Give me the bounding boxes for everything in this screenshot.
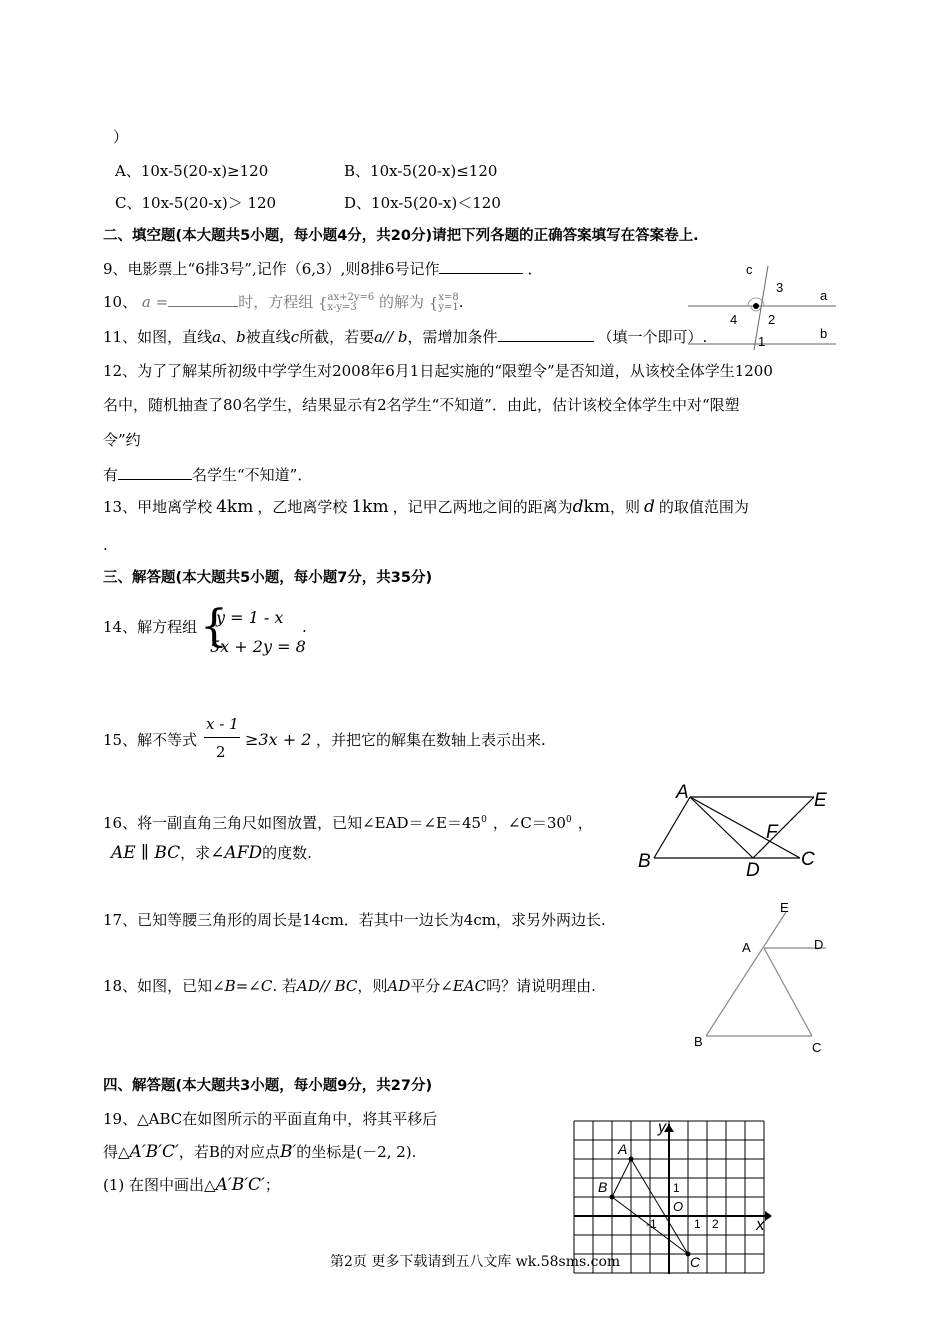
q19-line3-a: (1) 在图中画出△ <box>103 1176 216 1194</box>
q19-line2-c: 的坐标是(－2, 2). <box>296 1143 417 1161</box>
q8-option-b: B、10x-5(20-x)≤120 <box>344 162 498 180</box>
q16-parallel: AE ∥ BC <box>111 843 181 863</box>
q11-text-d: ，需增加条件 <box>407 328 498 346</box>
q16-text-c: ， <box>577 814 593 832</box>
segment-ac <box>764 948 812 1036</box>
q19-line3 <box>103 1175 280 1195</box>
q11-text-c: 所截，若要 <box>299 328 375 346</box>
q18-text-c: . 若 <box>272 977 297 995</box>
segment-be <box>706 912 786 1036</box>
q19-line2-a: 得△ <box>103 1143 130 1161</box>
q10-answer-blank[interactable] <box>168 292 238 307</box>
q13-var-d2: d <box>643 497 655 517</box>
intersection-point <box>753 303 759 309</box>
question-11 <box>103 327 707 347</box>
label-B: B <box>638 851 651 872</box>
label-c: c <box>746 262 753 277</box>
label-E: E <box>780 900 789 915</box>
tick-x-neg1: -1 <box>646 1217 657 1231</box>
segment-ad <box>690 797 753 858</box>
q11-text-a: 11、如图，直线 <box>103 328 213 346</box>
q16-degree-2: 0 <box>565 815 572 825</box>
q14-text: 14、解方程组 <box>103 618 198 636</box>
q10-brace: { <box>317 294 328 312</box>
label-b: b <box>820 326 828 341</box>
section3-heading: 三、解答题(本大题共5小题，每小题7分，共35分) <box>103 570 433 586</box>
q10-sol-y: y=1 <box>438 302 459 313</box>
q9-answer-blank[interactable] <box>439 259 523 274</box>
q12-answer-blank[interactable] <box>118 465 192 480</box>
q11-sep: 、 <box>221 328 237 346</box>
q9-text: 9、电影票上“6排3号”,记作（6,3）,则8排6号记作 <box>103 260 440 278</box>
q10-solution-label: 的解为 <box>379 293 425 311</box>
q16-angle: ∠AFD <box>210 843 263 863</box>
question-18 <box>103 976 596 996</box>
label-A: A <box>618 1141 628 1157</box>
label-a: a <box>820 288 828 303</box>
q19-triangle-prime-2: A′B′C′ <box>215 1175 265 1195</box>
q18-angle-c: C <box>260 977 273 995</box>
label-C: C <box>801 849 815 870</box>
q18-text-e: 平分∠ <box>410 977 453 995</box>
q13-end-dot: . <box>103 536 108 554</box>
q19-b-prime: B′ <box>279 1142 297 1162</box>
q16-degree-1: 0 <box>481 815 487 825</box>
q11-var-b: b <box>236 328 246 346</box>
q18-text-a: 18、如图，已知∠ <box>103 977 225 995</box>
q11-text-e: （填一个即可）. <box>597 328 708 346</box>
q10-when: 时，方程组 <box>238 293 314 311</box>
q16-text-b: ，∠C＝30 <box>492 814 566 832</box>
q15-denominator: 2 <box>216 743 226 761</box>
q10-sys-eq1: ax+2y=6 <box>327 292 375 303</box>
q18-angle-b: B <box>224 977 236 995</box>
q13-var-d: d <box>572 497 584 517</box>
q16-line2 <box>111 843 312 863</box>
label-B: B <box>598 1179 608 1195</box>
q19-line2-b: ，若B的对应点 <box>178 1143 280 1161</box>
figure-q11-lines <box>688 258 844 354</box>
label-origin: O <box>673 1199 684 1214</box>
q15-numerator: x - 1 <box>206 715 239 733</box>
q12-line1: 12、为了了解某所初级中学学生对2008年6月1日起实施的“限塑令”是否知道，从该校全体学生1200 <box>103 362 773 380</box>
tick-y-1: 1 <box>673 1181 680 1195</box>
q16-text-end: 的度数. <box>262 844 312 862</box>
q8-option-a: A、10x-5(20-x)≥120 <box>115 162 269 180</box>
q13-km: km <box>583 497 610 517</box>
q11-answer-blank[interactable] <box>498 327 594 342</box>
figure-q16-triangles <box>636 780 846 880</box>
q9-end: ． <box>527 260 543 278</box>
q13-text-d: ，则 <box>609 498 640 516</box>
q8-tail: ） <box>113 128 129 146</box>
q18-text-f: 吗？请说明理由. <box>486 977 596 995</box>
label-1: 1 <box>758 334 766 349</box>
q15-fraction-bar <box>204 737 240 738</box>
q11-text-b: 被直线 <box>245 328 291 346</box>
q12-line3: 令”约 <box>103 431 141 449</box>
q18-text-d: ，则 <box>357 977 388 995</box>
q11-parallel: a// b <box>374 328 408 346</box>
q10-prefix: 10、 <box>103 293 138 311</box>
q19-triangle-prime: A′B′C′ <box>129 1142 179 1162</box>
label-C: C <box>812 1040 822 1055</box>
figure-q18-triangle <box>688 896 838 1058</box>
section2-heading: 二、填空题(本大题共5小题，每小题4分，共20分)请把下列各题的正确答案填写在答案卷上. <box>103 228 699 244</box>
page-footer: 第2页 更多下载请到五八文库 wk.58sms.com <box>330 1254 621 1270</box>
q16-line1 <box>103 810 593 833</box>
q14-eq2: 5x + 2y = 8 <box>210 637 306 656</box>
q11-var-c: c <box>290 328 300 346</box>
point-B <box>610 1195 615 1200</box>
q12-line4-a: 有 <box>103 466 119 484</box>
segment-ab <box>654 797 690 858</box>
q8-option-d: D、10x-5(20-x)＜120 <box>344 194 501 212</box>
q16-text-ask: ，求 <box>180 844 211 862</box>
section4-heading: 四、解答题(本大题共3小题，每小题9分，共27分) <box>103 1078 433 1094</box>
label-C: C <box>690 1254 701 1270</box>
q15-rhs: ≥3x + 2 <box>245 730 312 749</box>
point-A <box>629 1157 634 1162</box>
label-2: 2 <box>768 312 776 327</box>
q11-var-a: a <box>212 328 222 346</box>
q13-text-e: 的取值范围为 <box>658 498 749 516</box>
q10-sol-x: x=8 <box>438 292 459 303</box>
q14-brace: { <box>200 601 228 652</box>
q13-text-b: ，乙地离学校 <box>257 498 348 516</box>
q10-brace2: { <box>428 294 439 312</box>
q12-line4-b: 名学生“不知道”． <box>192 466 313 484</box>
tick-x-2: 2 <box>712 1217 719 1231</box>
q16-text-a: 16、将一副直角三角尺如图放置，已知∠EAD＝∠E＝45 <box>103 814 482 832</box>
label-F: F <box>766 822 778 843</box>
label-B: B <box>694 1034 703 1049</box>
q12-line2: 名中，随机抽查了80名学生，结果显示有2名学生“不知道”．由此，估计该校全体学生中对“限塑 <box>103 396 740 414</box>
q14-end: . <box>302 618 307 636</box>
q19-line2 <box>103 1142 416 1162</box>
label-y: y <box>658 1119 666 1136</box>
label-A: A <box>676 782 689 803</box>
q13-text-c: ，记甲乙两地之间的距离为 <box>392 498 573 516</box>
q18-eac: EAC <box>452 977 487 995</box>
q18-parallel: AD// BC <box>296 977 358 995</box>
label-E: E <box>814 790 827 811</box>
label-4: 4 <box>730 312 738 327</box>
q13-distance-2: 1km <box>351 497 389 517</box>
label-3: 3 <box>776 280 784 295</box>
label-A: A <box>742 940 751 955</box>
q18-text-b: =∠ <box>235 977 261 995</box>
q15-text-a: 15、解不等式 <box>103 731 198 749</box>
q13-distance-1: 4km <box>216 497 254 517</box>
question-17: 17、已知等腰三角形的周长是14cm．若其中一边长为4cm，求另外两边长. <box>103 911 606 929</box>
q10-solution <box>438 293 458 313</box>
q19-line3-b: ； <box>264 1176 280 1194</box>
q10-end: . <box>458 293 464 311</box>
q10-eq: = <box>155 293 169 311</box>
label-D: D <box>814 937 824 952</box>
question-13 <box>103 497 749 517</box>
q12-line4 <box>103 465 312 485</box>
q10-var-a: a <box>141 293 151 311</box>
q8-option-c: C、10x-5(20-x)＞ 120 <box>115 194 277 212</box>
label-D: D <box>746 860 760 880</box>
q19-line1: 19、△ABC在如图所示的平面直角中，将其平移后 <box>103 1110 438 1128</box>
tick-x-1: 1 <box>694 1217 701 1231</box>
q18-ad: AD <box>387 977 411 995</box>
x-axis-arrow <box>765 1211 772 1221</box>
q10-sys-eq2: x-y=3 <box>327 302 357 313</box>
q13-text-a: 13、甲地离学校 <box>103 498 213 516</box>
q10-system <box>328 293 375 313</box>
label-x: x <box>756 1215 765 1234</box>
question-10 <box>103 292 464 313</box>
q14-eq1: y = 1 - x <box>216 608 284 627</box>
q15-text-b: ，并把它的解集在数轴上表示出来. <box>316 731 546 749</box>
question-9 <box>103 259 542 279</box>
